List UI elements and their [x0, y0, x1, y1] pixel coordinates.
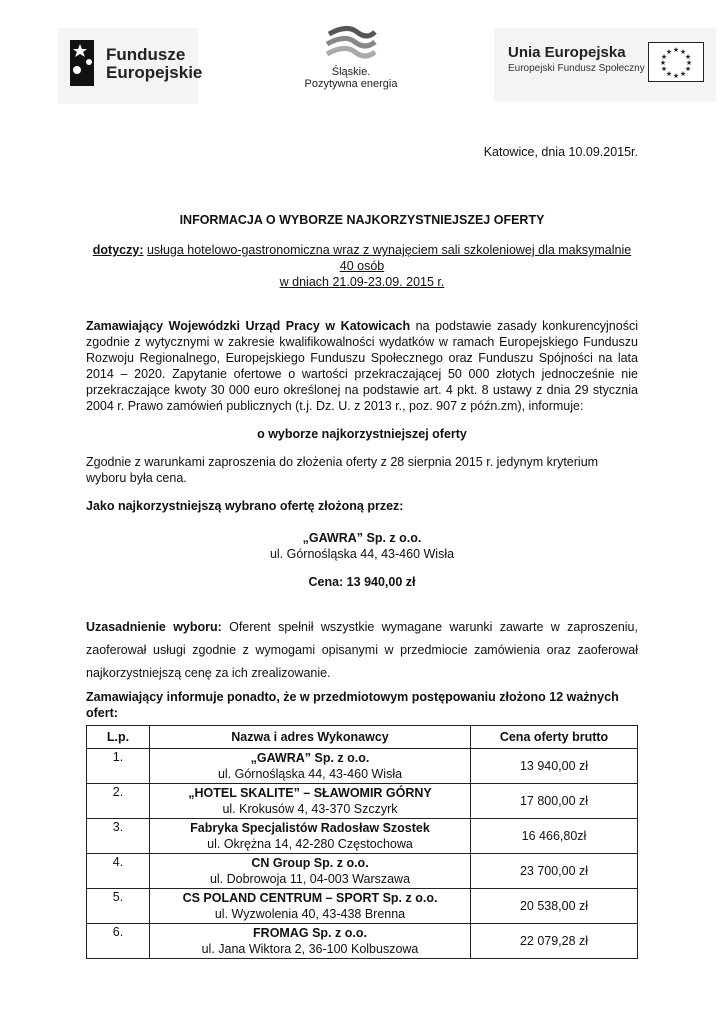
row-contractor-address: ul. Krokusów 4, 43-370 Szczyrk — [222, 802, 398, 816]
slaskie-wave-icon — [321, 22, 381, 66]
slaskie-slogan: Pozytywna energia — [304, 78, 398, 90]
svg-text:★: ★ — [660, 53, 668, 61]
svg-text:★: ★ — [672, 46, 680, 54]
offers-table-header-row — [87, 726, 638, 749]
row-contractor-name: CS POLAND CENTRUM – SPORT Sp. z o.o. — [182, 891, 438, 905]
row-contractor-address: ul. Jana Wiktora 2, 36-100 Kolbuszowa — [201, 942, 419, 956]
row-lp: 5. — [87, 889, 150, 924]
table-row — [87, 819, 638, 854]
subject-block — [86, 242, 638, 290]
row-price: 22 079,28 zł — [471, 924, 638, 959]
eu-flag-icon — [648, 42, 704, 82]
row-contractor-address: ul. Dobrowoja 11, 04-003 Warszawa — [209, 872, 411, 886]
intro-paragraph — [86, 318, 638, 414]
document-title: INFORMACJA O WYBORZE NAJKORZYSTNIEJSZEJ OFERTY — [179, 213, 545, 227]
row-lp: 6. — [87, 924, 150, 959]
winner-name: „GAWRA” Sp. z o.o. — [302, 531, 422, 545]
row-lp: 1. — [87, 749, 150, 784]
row-price: 16 466,80zł — [471, 819, 638, 854]
row-contractor-name: FROMAG Sp. z o.o. — [253, 926, 367, 940]
row-price: 13 940,00 zł — [471, 749, 638, 784]
svg-text:★: ★ — [660, 65, 668, 73]
svg-text:★: ★ — [684, 65, 692, 73]
svg-text:★: ★ — [685, 59, 693, 67]
table-row — [87, 749, 638, 784]
intro-text: na podstawie zasady konkurencyjności zgodnie z wytycznymi w zakresie kwalifikowalności wydatków w ramach Europejskiego Funduszu Rozwoju Regionalnego, Europejskiego Funduszu Społecznego oraz Funduszu Spójności na lata 2014 – 2020. Zapytanie ofertowe o wartości przekraczającej 50 000 złotych jednocześnie nie przekraczające kwoty 30 000 euro określonej na podstawie art. 4 pkt. 8 ustawy z dnia 29 stycznia 2004 r. Prawo zamówień publicznych (t.j. Dz. U. z 2013 r., poz. 907 z późn.zm), informuje: — [86, 319, 638, 413]
row-lp: 3. — [87, 819, 150, 854]
table-row — [87, 889, 638, 924]
row-price: 23 700,00 zł — [471, 854, 638, 889]
svg-text:★: ★ — [684, 53, 692, 61]
winner-price: Cena: 13 940,00 zł — [308, 575, 416, 589]
winner-address: ul. Górnośląska 44, 43-460 Wisła — [269, 547, 455, 561]
row-contractor-address: ul. Górnośląska 44, 43-460 Wisła — [217, 767, 403, 781]
svg-text:★: ★ — [679, 48, 687, 56]
justification-label: Uzasadnienie wyboru: — [86, 620, 222, 634]
table-row — [87, 924, 638, 959]
svg-text:★: ★ — [665, 70, 673, 78]
criteria-paragraph: Zgodnie z warunkami zaproszenia do złożenia oferty z 28 sierpnia 2015 r. jedynym kryterium wyboru była cena. — [86, 455, 599, 485]
eu-fund: Europejski Fundusz Społeczny — [508, 63, 645, 74]
row-contractor-name: CN Group Sp. z o.o. — [251, 856, 369, 870]
subject-label: dotyczy: — [92, 243, 144, 257]
svg-text:★: ★ — [665, 48, 673, 56]
document-body — [86, 140, 638, 959]
table-row — [87, 854, 638, 889]
choice-heading: o wyborze najkorzystniejszej oferty — [257, 427, 467, 441]
row-contractor-name: „HOTEL SKALITE” – SŁAWOMIR GÓRNY — [188, 786, 432, 800]
fe-line1: Fundusze — [106, 45, 186, 64]
row-contractor — [150, 924, 471, 959]
row-contractor — [150, 819, 471, 854]
winner-block — [86, 530, 638, 590]
row-lp: 2. — [87, 784, 150, 819]
header-lp: L.p. — [87, 726, 150, 749]
row-contractor-address: ul. Wyzwolenia 40, 43-438 Brenna — [214, 907, 406, 921]
row-contractor — [150, 854, 471, 889]
unia-europejska-logo — [494, 28, 716, 102]
row-contractor-name: Fabryka Specjalistów Radosław Szostek — [190, 821, 430, 835]
justification-text: Oferent spełnił wszystkie wymagane warunki zawarte w zaproszeniu, zaoferował usługi zgodnie z wymogami opisanymi w przedmiocie zamówienia oraz zaoferował najkorzystniejszą cenę za ich zrealizowanie. — [86, 620, 638, 680]
svg-text:★: ★ — [659, 59, 667, 67]
subject-text-line2: w dniach 21.09-23.09. 2015 r. — [279, 275, 445, 289]
row-lp: 4. — [87, 854, 150, 889]
header-price: Cena oferty brutto — [471, 726, 638, 749]
slaskie-logo — [296, 22, 406, 98]
row-contractor — [150, 889, 471, 924]
row-contractor — [150, 784, 471, 819]
row-contractor-name: „GAWRA” Sp. z o.o. — [250, 751, 370, 765]
table-row — [87, 784, 638, 819]
offers-table — [86, 725, 638, 959]
justification-paragraph — [86, 616, 638, 685]
fundusze-europejskie-logo — [58, 28, 203, 104]
row-price: 17 800,00 zł — [471, 784, 638, 819]
fundusze-europejskie-star-icon — [68, 40, 98, 86]
page-header — [58, 22, 713, 102]
offers-intro: Zamawiający informuje ponadto, że w przedmiotowym postępowaniu złożono 12 ważnych ofert: — [86, 690, 619, 720]
header-name: Nazwa i adres Wykonawcy — [150, 726, 471, 749]
row-contractor-address: ul. Okrężna 14, 42-280 Częstochowa — [207, 837, 413, 851]
eu-text — [508, 44, 645, 76]
document-date: Katowice, dnia 10.09.2015r. — [483, 145, 638, 159]
chosen-label: Jako najkorzystniejszą wybrano ofertę złożoną przez: — [86, 499, 404, 513]
fe-line2: Europejskie — [106, 63, 203, 82]
row-price: 20 538,00 zł — [471, 889, 638, 924]
svg-text:★: ★ — [679, 70, 687, 78]
subject-text-line1: usługa hotelowo-gastronomiczna wraz z wynajęciem sali szkoleniowej dla maksymalnie 40 osób — [146, 243, 632, 273]
fundusze-europejskie-text — [106, 46, 202, 82]
slaskie-name: Śląskie. — [331, 66, 371, 78]
svg-text:★: ★ — [672, 72, 680, 80]
intro-contracting-authority: Zamawiający Wojewódzki Urząd Pracy w Katowicach — [86, 319, 411, 333]
row-contractor — [150, 749, 471, 784]
eu-name: Unia Europejska — [508, 44, 626, 61]
